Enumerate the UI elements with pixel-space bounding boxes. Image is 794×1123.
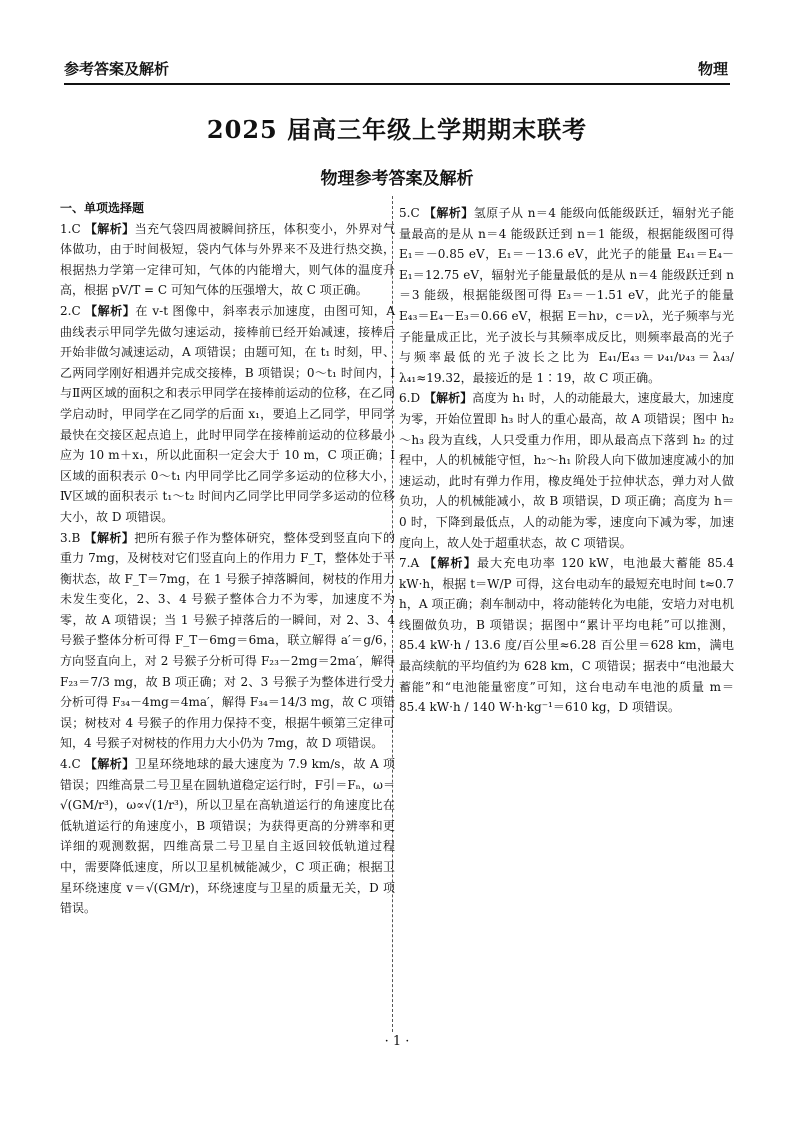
question-answer: C xyxy=(71,303,81,318)
question-number: 1. xyxy=(60,221,72,236)
left-column xyxy=(60,198,395,919)
header-divider xyxy=(64,83,730,85)
question-number: 7. xyxy=(399,556,411,571)
page-number: · 1 · xyxy=(384,1034,410,1049)
header-subject-label: 物理 xyxy=(697,60,728,78)
question-explanation: 最大充电功率 120 kW，电池最大蓄能 85.4 kW·h，根据 t＝W/P 可得，这台电动车的最短充电时间 t≈0.7 h，A 项正确；刹车制动中，将动能转化为电能，安培力对电机线圈做负功，B 项错误；据图中“累计平均电耗”可以推测，85.4 kW·h / 13.6 度/百公里≈6.28 百公里＝628 km，满电最高续航的平均值约为 628 km，C 项错误；据表中“电池最大蓄能”和“电池能量密度”可知，这台电动车电池的质量 m＝85.4 kW·h / 140 W·h·kg⁻¹＝610 kg，D 项错误。 xyxy=(399,556,734,715)
question-explanation: 把所有猴子作为整体研究，整体受到竖直向下的重力 7mg，及树枝对它们竖直向上的作用力 F_T，整体处于平衡状态，故 F_T＝7mg，在 1 号猴子掉落瞬间，树枝的作用力未发生变化，2、3、4 号猴子整体合力不为零，加速度不为零，故 A 项错误；当 1 号猴子掉落后的一瞬间，对 2、3、4 号猴子整体分析可得 F_T－6mg＝6ma，联立解得 a′＝g/6，方向竖直向上，对 2 号猴子分析可得 F₂₃－2mg＝2ma′，解得 F₂₃＝7/3 mg，故 B 项正确；对 2、3 号猴子为整体进行受力分析可得 F₃₄－4mg＝4ma′，解得 F₃₄＝14/3 mg，故 C 项错误；树枝对 4 号猴子的作用力保持不变，根据牛顿第三定律可知，4 号猴子对树枝的作用力大小仍为 7mg，故 D 项错误。 xyxy=(60,530,395,751)
right-column xyxy=(399,203,734,718)
analysis-tag: 【解析】 xyxy=(423,206,474,220)
question-number: 4. xyxy=(60,757,72,772)
analysis-tag: 【解析】 xyxy=(84,757,135,772)
question-number: 6. xyxy=(399,391,411,406)
analysis-tag: 【解析】 xyxy=(84,530,135,545)
analysis-tag: 【解析】 xyxy=(84,221,135,236)
question-5 xyxy=(399,203,734,388)
question-number: 5. xyxy=(399,206,411,220)
document-title: 2025 届高三年级上学期期末联考 xyxy=(206,115,588,144)
question-answer: C xyxy=(71,757,81,772)
question-number: 3. xyxy=(60,530,72,545)
analysis-tag: 【解析】 xyxy=(423,391,473,406)
question-explanation: 氢原子从 n＝4 能级向低能级跃迁，辐射光子能量最高的是从 n＝4 能级跃迁到 n＝1 能级，根据能级图可得 E₁＝－0.85 eV，E₁＝－13.6 eV，此光子的能量 E₄₁＝E₄－E₁＝12.75 eV，辐射光子能量最低的是从 n＝4 能级跃迁到 n＝3 能级，根据能级图可得 E₃＝－1.51 eV，此光子的能量 E₄₃＝E₄－E₃＝0.66 eV，根据 E＝hν，c＝νλ，光子频率与光子能量成正比，光子波长与其频率成反比，则频率最高的光子与频率最低的光子波长之比为 E₄₁/E₄₃＝ν₄₁/ν₄₃＝λ₄₃/λ₄₁≈19.32，最接近的是 1∶19，故 C 项正确。 xyxy=(399,206,734,385)
section-heading: 一、单项选择题 xyxy=(60,201,145,215)
header-left-label: 参考答案及解析 xyxy=(64,60,170,78)
analysis-tag: 【解析】 xyxy=(424,556,477,571)
question-answer: C xyxy=(410,206,420,220)
question-answer: A xyxy=(410,556,420,571)
question-4 xyxy=(60,754,395,919)
question-explanation: 在 v-t 图像中，斜率表示加速度，由图可知，A 曲线表示甲同学先做匀速运动，接棒前已经开始减速，接棒后开始非做匀减速运动，A 项错误；由题可知，在 t₁ 时刻，甲、乙两同学刚好相遇并完成交接棒，B 项错误；0～t₁ 时间内，Ⅰ与Ⅱ两区域的面积之和表示甲同学在接棒前运动的位移，在乙同学启动时，甲同学在乙同学的后面 x₁，要追上乙同学，甲同学最快在交接区起点追上，此时甲同学在接棒前运动的位移最小应为 10 m＋x₁，所以此面积一定会大于 10 m，C 项正确；Ⅰ区域的面积表示 0～t₁ 内甲同学比乙同学多运动的位移大小，Ⅳ区域的面积表示 t₁～t₂ 时间内乙同学比甲同学多运动的位移大小，故 D 项错误。 xyxy=(60,303,395,524)
question-7 xyxy=(399,553,734,718)
question-explanation: 高度为 h₁ 时，人的动能最大，速度最大，加速度为零，开始位置即 h₃ 时人的重心最高，故 A 项错误；图中 h₂～h₃ 段为直线，人只受重力作用，即从最高点下落到 h₂ 的过程中，人的机械能守恒，h₂～h₁ 阶段人向下做加速度减小的加速运动，此时有弹力作用，橡皮绳处于拉伸状态，弹力对人做负功，人的机械能减小，故 B 项错误，D 项正确；高度为 h＝0 时，下降到最低点，人的动能为零，速度向下减为零，加速度向上，故人处于超重状态，故 C 项错误。 xyxy=(399,391,734,550)
question-answer: D xyxy=(410,391,421,406)
question-number: 2. xyxy=(60,303,72,318)
page-header xyxy=(64,52,730,78)
question-answer: C xyxy=(71,221,81,236)
question-1 xyxy=(60,219,395,301)
document-subtitle: 物理参考答案及解析 xyxy=(320,169,474,189)
question-2 xyxy=(60,301,395,528)
question-6 xyxy=(399,388,734,553)
question-answer: B xyxy=(71,530,81,545)
question-3 xyxy=(60,528,395,755)
question-explanation: 当充气袋四周被瞬间挤压，体积变小，外界对气体做功，由于时间极短，袋内气体与外界来不及进行热交换，根据热力学第一定律可知，气体的内能增大，则气体的温度升高，根据 pV/T = C 可知气体的压强增大，故 C 项正确。 xyxy=(60,221,395,298)
analysis-tag: 【解析】 xyxy=(85,303,136,318)
question-explanation: 卫星环绕地球的最大速度为 7.9 km/s，故 A 项错误；四维高景二号卫星在圆轨道稳定运行时，F引＝Fₙ，ω＝√(GM/r³)，ω∝√(1/r³)，所以卫星在高轨道运行的角速度比在低轨道运行的角速度小，B 项错误；为获得更高的分辨率和更详细的观测数据，四维高景二号卫星自主返回较低轨道过程中，需要降低速度，所以卫星机械能减少，C 项正确；根据卫星环绕速度 v＝√(GM/r)，环绕速度与卫星的质量无关，D 项错误。 xyxy=(60,757,395,916)
